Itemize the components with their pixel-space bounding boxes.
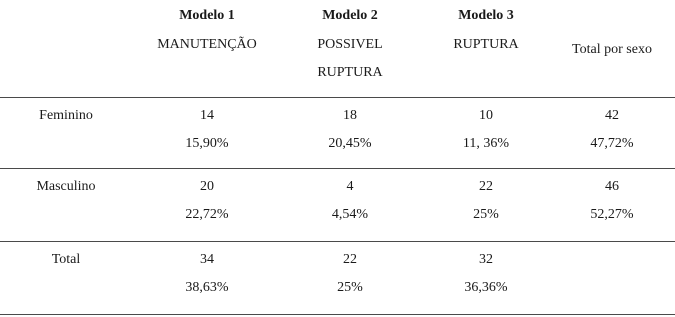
cell-count: 4 bbox=[346, 179, 354, 194]
cell-percent: 38,63% bbox=[185, 280, 229, 295]
cell-percent: 36,36% bbox=[464, 280, 508, 295]
col3-title: Modelo 3 bbox=[458, 8, 514, 23]
cell-count: 46 bbox=[605, 179, 619, 194]
cell-percent: 25% bbox=[473, 207, 499, 222]
col1-subtitle: MANUTENÇÃO bbox=[157, 37, 257, 52]
cell-count: 14 bbox=[200, 108, 214, 123]
col2-subtitle-line2: RUPTURA bbox=[317, 65, 383, 80]
row-label-masculino: Masculino bbox=[36, 179, 96, 194]
col3-subtitle: RUPTURA bbox=[453, 37, 519, 52]
cell-percent: 15,90% bbox=[185, 136, 229, 151]
cell-percent: 22,72% bbox=[185, 207, 229, 222]
cell-percent: 11, 36% bbox=[462, 136, 510, 151]
cell-percent: 20,45% bbox=[328, 136, 372, 151]
cell-percent: 25% bbox=[337, 280, 363, 295]
row-label-feminino: Feminino bbox=[39, 108, 93, 123]
col4-title: Total por sexo bbox=[572, 42, 652, 57]
header-rule bbox=[0, 97, 675, 98]
cell-percent: 47,72% bbox=[590, 136, 634, 151]
cell-count: 22 bbox=[343, 252, 357, 267]
cell-count: 34 bbox=[200, 252, 214, 267]
cell-count: 32 bbox=[479, 252, 493, 267]
col2-subtitle-line1: POSSIVEL bbox=[317, 37, 383, 52]
col1-title: Modelo 1 bbox=[179, 8, 235, 23]
cell-count: 18 bbox=[343, 108, 357, 123]
bottom-rule bbox=[0, 314, 675, 315]
col2-title: Modelo 2 bbox=[322, 8, 378, 23]
cell-count: 10 bbox=[479, 108, 493, 123]
row-rule bbox=[0, 168, 675, 169]
cell-count: 22 bbox=[479, 179, 493, 194]
row-rule bbox=[0, 241, 675, 242]
cell-count: 20 bbox=[200, 179, 214, 194]
cell-percent: 52,27% bbox=[590, 207, 634, 222]
row-label-total: Total bbox=[51, 252, 81, 267]
cell-percent: 4,54% bbox=[331, 207, 369, 222]
cell-count: 42 bbox=[605, 108, 619, 123]
